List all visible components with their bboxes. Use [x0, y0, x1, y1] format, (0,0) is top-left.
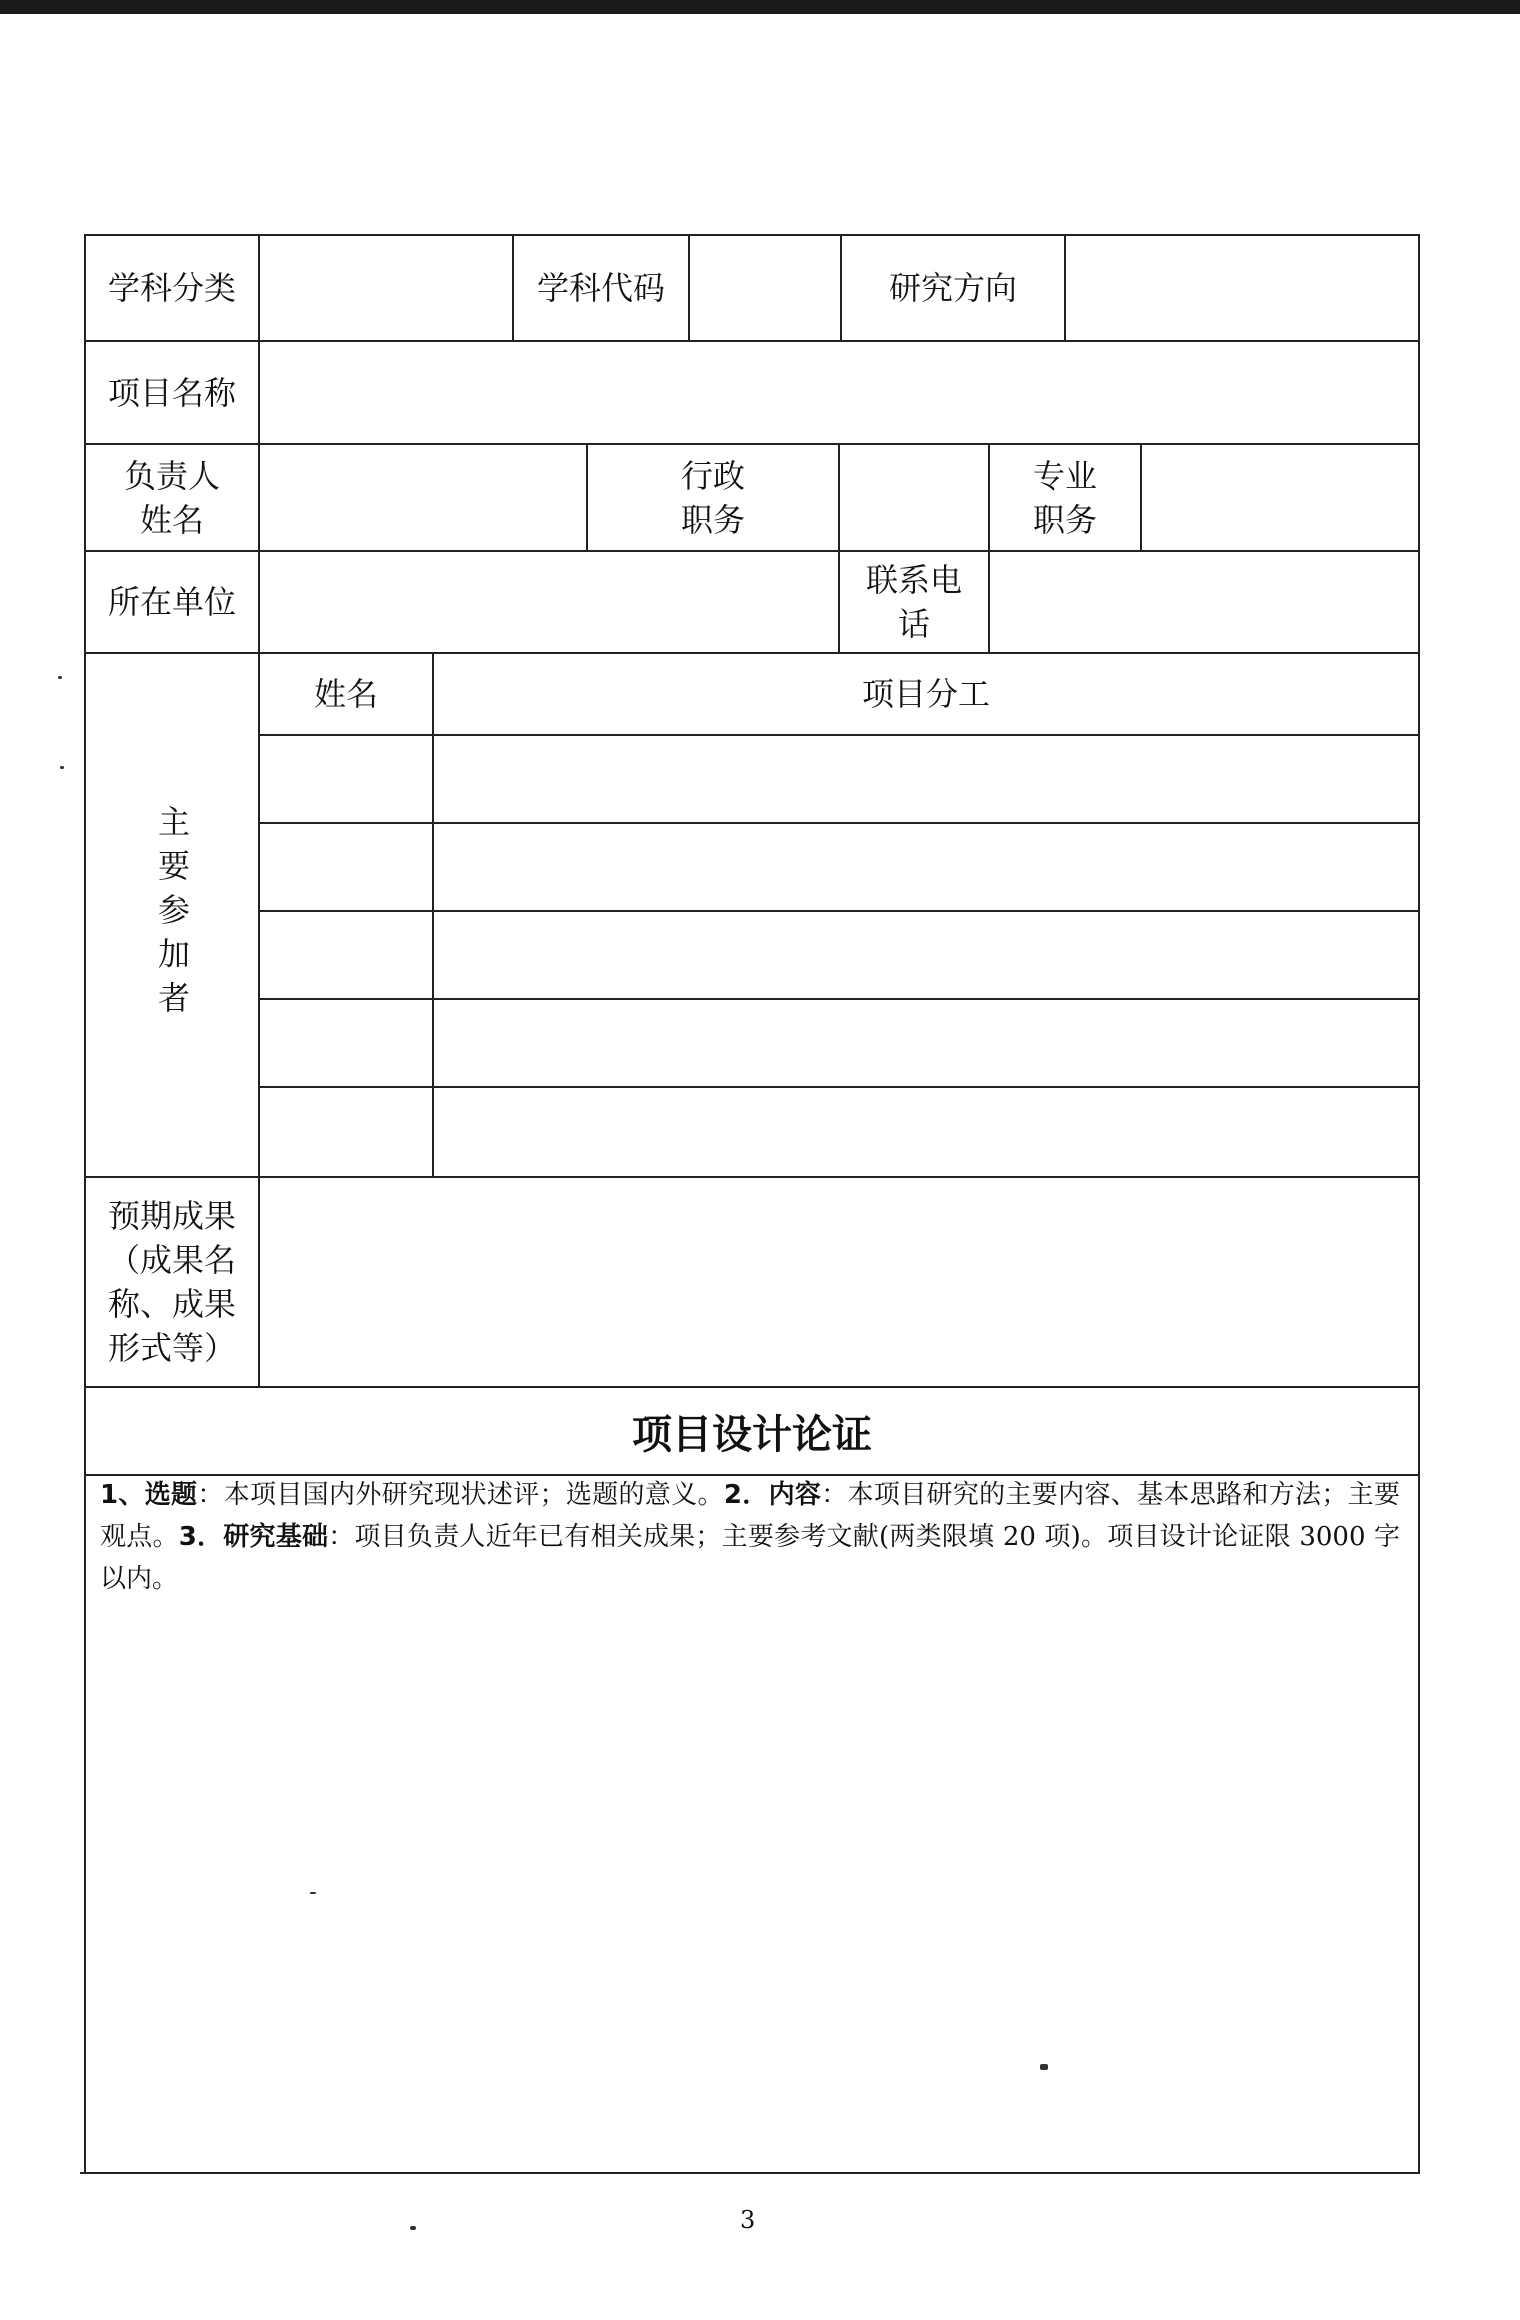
field-leader-name[interactable] — [260, 445, 586, 550]
instr-label-basis: 3．研究基础 — [178, 1522, 329, 1552]
scan-speck — [410, 2226, 416, 2230]
field-subject-category[interactable] — [260, 236, 512, 340]
field-phone[interactable] — [990, 552, 1418, 652]
scan-speck — [60, 766, 64, 769]
field-project-name[interactable] — [260, 342, 1418, 443]
main-participants-text: 主要参加者 — [153, 805, 191, 1025]
instr-text-basis: ：项目负责人近年已有相关成果；主要参考文献(两类限填 20 项)。项目设计论证限 3000 字以内。 — [100, 1522, 1400, 1594]
section-title-project-design: 项目设计论证 — [632, 1411, 872, 1458]
label-subject-code: 学科代码 — [536, 269, 665, 307]
participant-name-cell[interactable] — [260, 912, 432, 998]
instr-text-content: ：本项目研究的主要内容、基本思路和方法；主要观点。 — [100, 1480, 1400, 1552]
scan-speck — [58, 676, 62, 679]
label-leader-name: 负责人 姓名 — [123, 456, 220, 539]
label-project-name: 项目名称 — [107, 373, 236, 412]
participant-division-cell[interactable] — [434, 736, 1418, 822]
scan-top-border — [0, 0, 1520, 14]
instr-label-content: 2．内容 — [723, 1480, 822, 1510]
col-header-division: 项目分工 — [861, 675, 990, 713]
participant-name-cell[interactable] — [260, 1088, 432, 1176]
participant-division-cell[interactable] — [434, 824, 1418, 910]
instr-label-topic: 1、选题 — [100, 1480, 198, 1510]
label-admin-title: 行政 职务 — [680, 456, 745, 539]
field-research-direction[interactable] — [1066, 236, 1418, 340]
scan-speck — [310, 1892, 316, 1894]
table-border-bottom — [80, 2172, 1420, 2174]
field-subject-code[interactable] — [690, 236, 840, 340]
table-border-right — [1418, 234, 1420, 2174]
field-professional-title[interactable] — [1142, 445, 1418, 550]
participant-division-cell[interactable] — [434, 912, 1418, 998]
field-design-argument[interactable] — [86, 1610, 1418, 2170]
instr-text-topic: ：本项目国内外研究现状述评；选题的意义。 — [197, 1480, 724, 1510]
label-main-participants — [86, 654, 258, 1176]
field-affiliation[interactable] — [260, 552, 838, 652]
label-expected-results: 预期成果 （成果名 称、成果 形式等） — [107, 1197, 236, 1367]
field-expected-results[interactable] — [260, 1178, 1418, 1386]
participant-name-cell[interactable] — [260, 736, 432, 822]
design-instructions — [100, 1474, 1400, 1600]
label-research-direction: 研究方向 — [888, 269, 1017, 307]
participant-division-cell[interactable] — [434, 1088, 1418, 1176]
label-professional-title: 专业 职务 — [1032, 456, 1097, 539]
participant-name-cell[interactable] — [260, 824, 432, 910]
scan-speck — [1040, 2064, 1048, 2070]
field-admin-title[interactable] — [840, 445, 988, 550]
col-header-name: 姓名 — [313, 675, 378, 713]
participant-name-cell[interactable] — [260, 1000, 432, 1086]
label-affiliation: 所在单位 — [107, 583, 236, 621]
page-number: 3 — [740, 2206, 756, 2234]
label-subject-category: 学科分类 — [107, 269, 236, 307]
label-phone: 联系电 话 — [865, 561, 962, 643]
participant-division-cell[interactable] — [434, 1000, 1418, 1086]
